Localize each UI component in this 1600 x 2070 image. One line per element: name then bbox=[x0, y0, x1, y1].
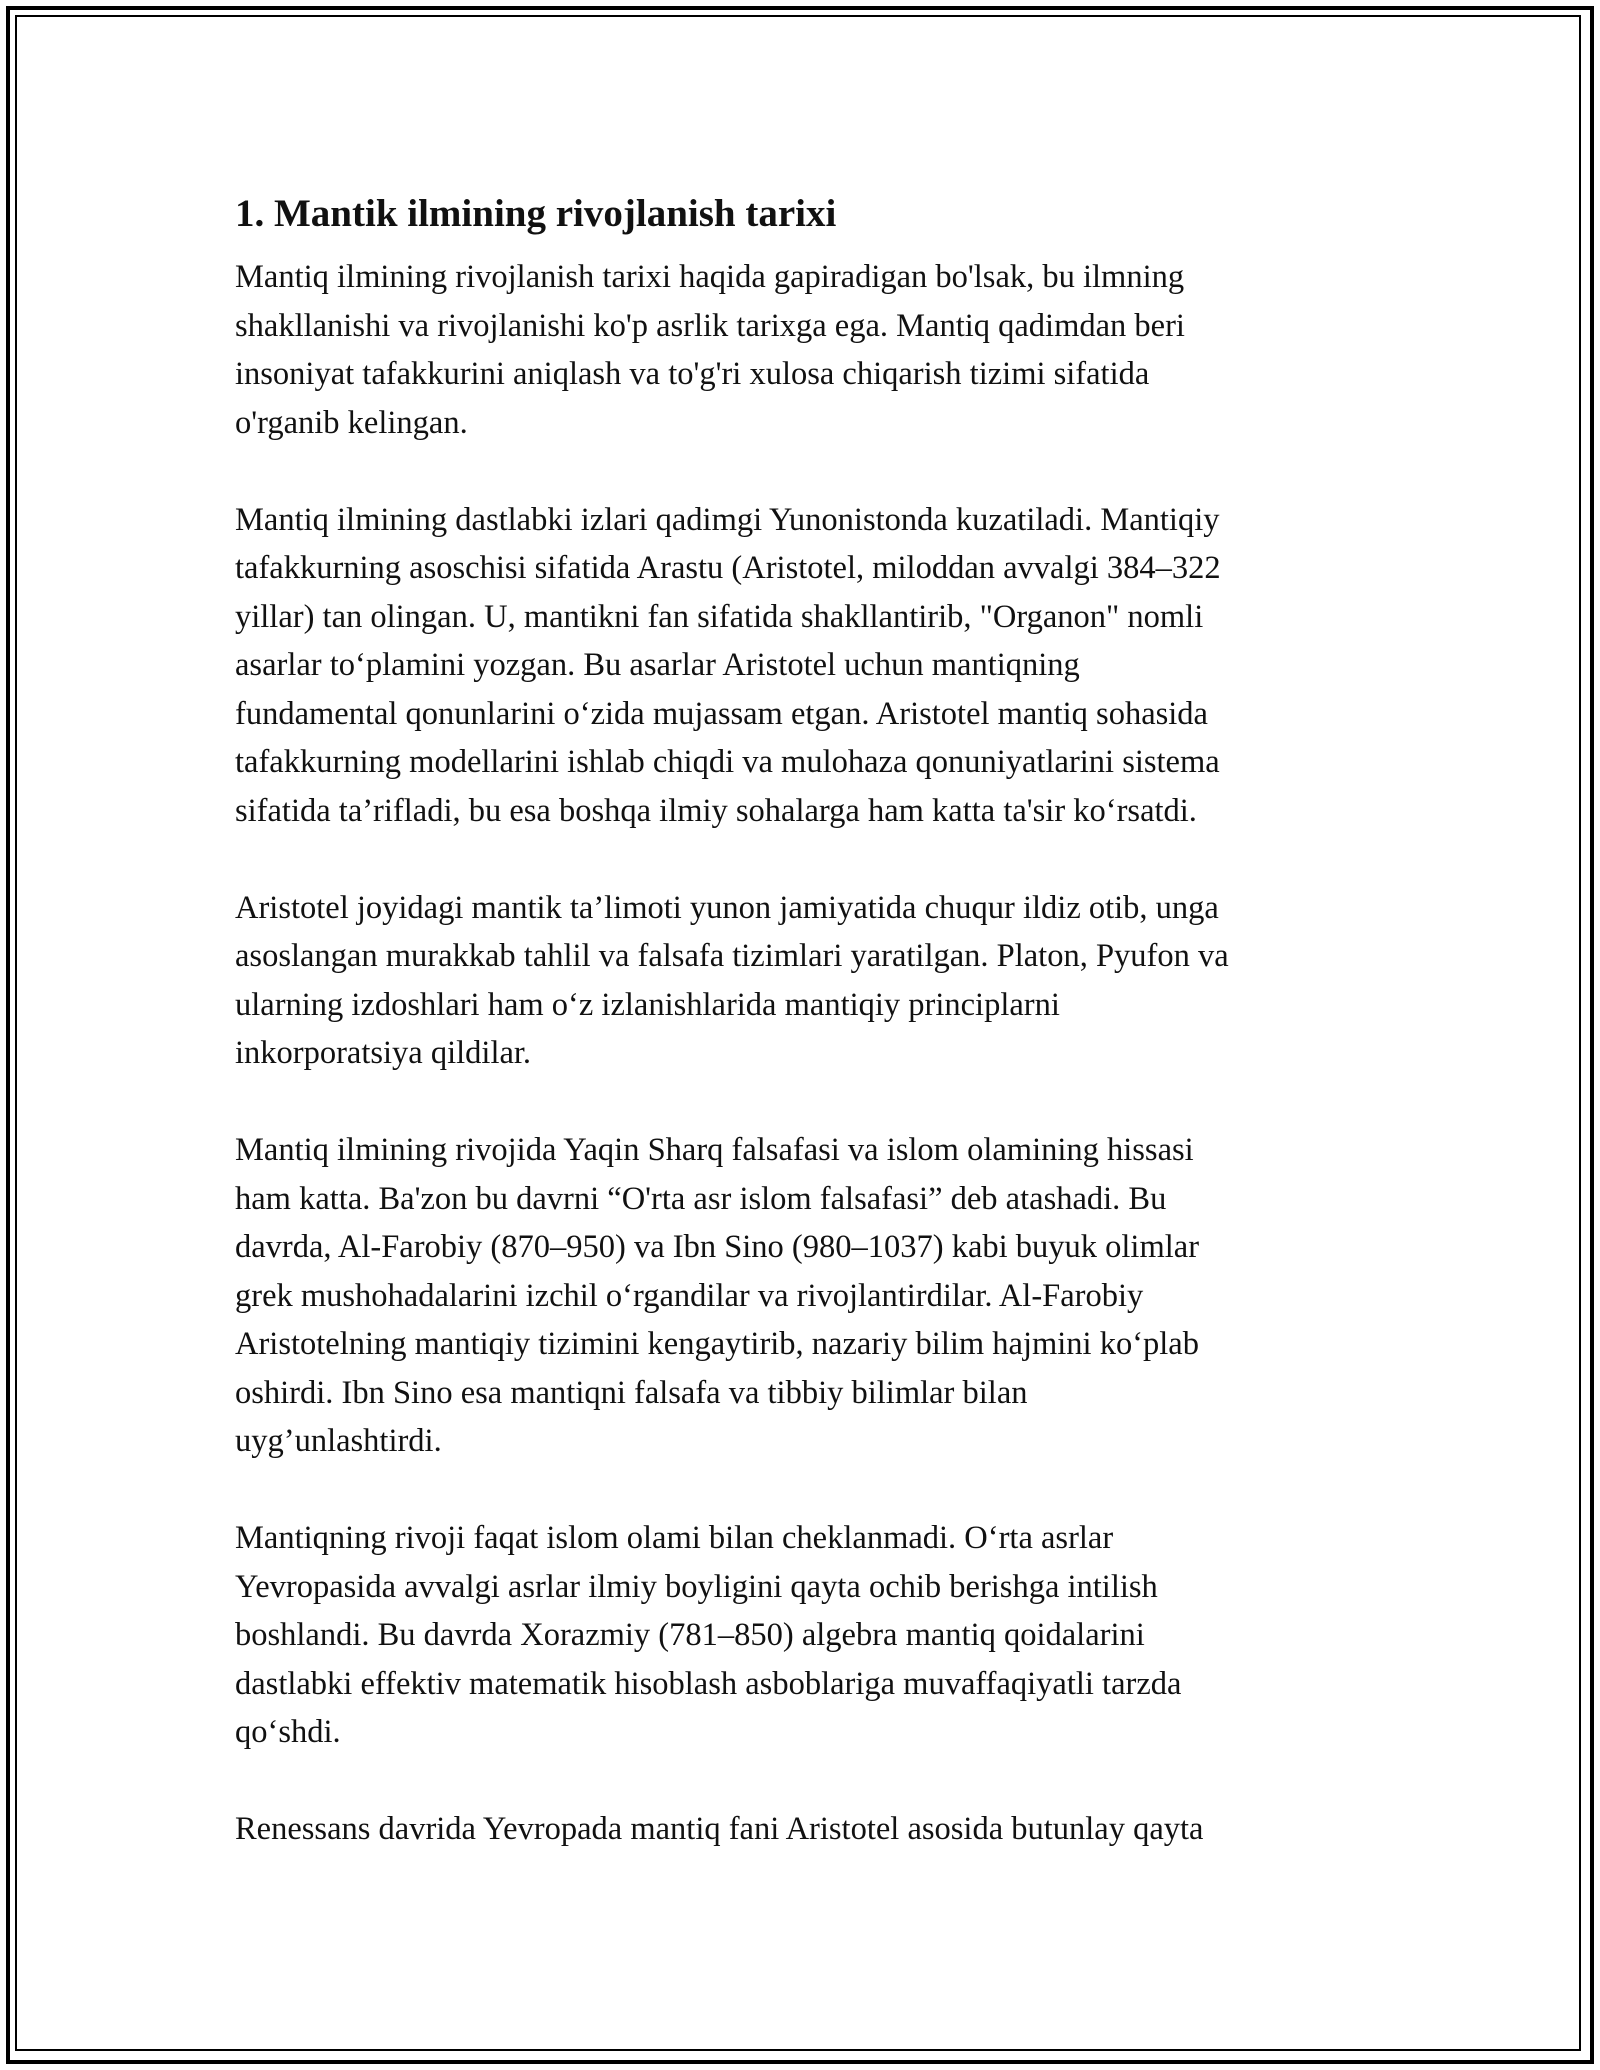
paragraph-line: tafakkurning modellarini ishlab chiqdi va mulohaza qonuniyatlarini sistema bbox=[235, 744, 1220, 780]
paragraph-line: qo‘shdi. bbox=[235, 1714, 341, 1750]
paragraph-line: uyg’unlashtirdi. bbox=[235, 1423, 442, 1459]
paragraph-line: davrda, Al-Farobiy (870–950) va Ibn Sino (980–1037) kabi buyuk olimlar bbox=[235, 1229, 1200, 1265]
paragraph-line: boshlandi. Bu davrda Xorazmiy (781–850) algebra mantiq qoidalarini bbox=[235, 1617, 1145, 1653]
paragraph bbox=[235, 253, 1375, 447]
paragraph-line: yillar) tan olingan. U, mantikni fan sifatida shakllantirib, "Organon" nomli bbox=[235, 598, 1204, 635]
paragraph-line: Mantiq ilmining dastlabki izlari qadimgi Yunonistonda kuzatiladi. Mantiqiy bbox=[235, 501, 1220, 538]
paragraph-line: Mantiqning rivoji faqat islom olami bilan cheklanmadi. O‘rta asrlar bbox=[235, 1520, 1114, 1556]
paragraph bbox=[235, 884, 1375, 1078]
paragraph-line: dastlabki effektiv matematik hisoblash asboblariga muvaffaqiyatli tarzda bbox=[235, 1665, 1182, 1702]
paragraph-line: fundamental qonunlarini o‘zida mujassam etgan. Aristotel mantiq sohasida bbox=[235, 695, 1208, 732]
paragraph bbox=[235, 1805, 1375, 1854]
paragraph bbox=[235, 1126, 1375, 1466]
paragraph-line: oshirdi. Ibn Sino esa mantiqni falsafa va tibbiy bilimlar bilan bbox=[235, 1374, 1028, 1411]
paragraph-line: Renessans davrida Yevropada mantiq fani Aristotel asosida butunlay qayta bbox=[235, 1811, 1204, 1847]
paragraph bbox=[235, 1514, 1375, 1757]
paragraph-line: insoniyat tafakkurini aniqlash va to'g'ri xulosa chiqarish tizimi sifatida bbox=[235, 356, 1150, 392]
paragraph-line: Aristotelning mantiqiy tizimini kengaytirib, nazariy bilim hajmini ko‘plab bbox=[235, 1326, 1199, 1362]
document-body bbox=[235, 183, 1375, 1902]
paragraph-line: asarlar to‘plamini yozgan. Bu asarlar Aristotel uchun mantiqning bbox=[235, 647, 1080, 683]
section-heading: 1. Mantik ilmining rivojlanish tarixi bbox=[235, 192, 837, 235]
paragraph-line: tafakkurning asoschisi sifatida Arastu (Aristotel, miloddan avvalgi 384–322 bbox=[235, 550, 1221, 586]
paragraph-line: asoslangan murakkab tahlil va falsafa tizimlari yaratilgan. Platon, Pyufon va bbox=[235, 938, 1229, 974]
paragraph-line: shakllanishi va rivojlanishi ko'p asrlik tarixga ega. Mantiq qadimdan beri bbox=[235, 307, 1185, 344]
paragraph-line: sifatida ta’rifladi, bu esa boshqa ilmiy sohalarga ham katta ta'sir ko‘rsatdi. bbox=[235, 792, 1197, 829]
paragraph bbox=[235, 496, 1375, 836]
paragraph-line: Aristotel joyidagi mantik ta’limoti yunon jamiyatida chuqur ildiz otib, unga bbox=[235, 889, 1219, 926]
paragraph-line: grek mushohadalarini izchil o‘rgandilar va rivojlantirdilar. Al-Farobiy bbox=[235, 1277, 1144, 1314]
paragraph-line: Mantiq ilmining rivojlanish tarixi haqida gapiradigan bo'lsak, bu ilmning bbox=[235, 259, 1185, 295]
paragraph-line: ularning izdoshlari ham o‘z izlanishlarida mantiqiy principlarni bbox=[235, 986, 1060, 1023]
paragraph-line: o'rganib kelingan. bbox=[235, 404, 468, 441]
paragraph-line: inkorporatsiya qildilar. bbox=[235, 1035, 532, 1071]
paragraph-list bbox=[235, 253, 1375, 1854]
paragraph-line: ham katta. Ba'zon bu davrni “O'rta asr islom falsafasi” deb atashadi. Bu bbox=[235, 1180, 1167, 1217]
paragraph-line: Mantiq ilmining rivojida Yaqin Sharq falsafasi va islom olamining hissasi bbox=[235, 1132, 1194, 1168]
paragraph-line: Yevropasida avvalgi asrlar ilmiy boyligini qayta ochib berishga intilish bbox=[235, 1568, 1158, 1605]
